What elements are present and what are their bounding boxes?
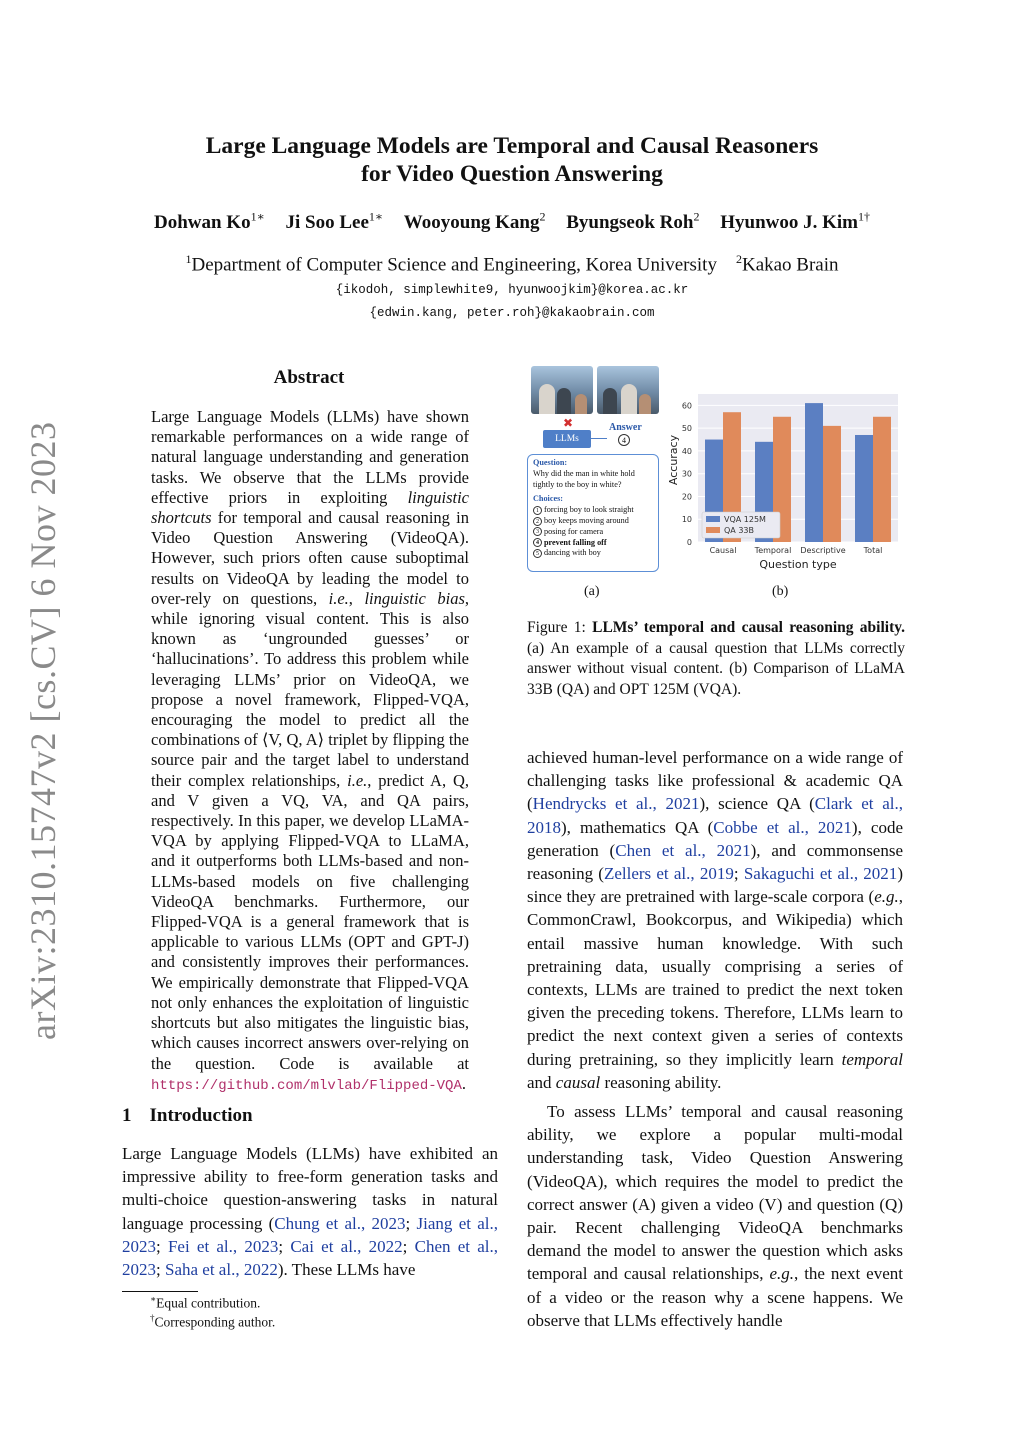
choice-item-correct: 4 prevent falling off xyxy=(533,538,653,549)
author: Byungseok Roh$^2$ xyxy=(566,210,700,234)
bar-vqa-125m xyxy=(855,435,873,542)
choice-item: 3 posing for camera xyxy=(533,527,653,538)
paper-title-line-2: for Video Question Answering xyxy=(361,161,663,187)
video-frame-thumbnail xyxy=(597,366,659,414)
choice-item: 1 forcing boy to look straight xyxy=(533,505,653,516)
author: Wooyoung Kang$^2$ xyxy=(403,210,546,234)
citation-link[interactable]: Cai et al., 2022 xyxy=(290,1236,403,1256)
question-text: Why did the man in white hold tightly to the boy in white? xyxy=(533,468,635,489)
author-list xyxy=(100,210,924,234)
intro-paragraph-1: Large Language Models (LLMs) have exhibited an impressive ability to free-form generation tasks and multi-choice question-answering tasks in natural language processing (Chung et al., 2023; Jiang et al., 2023; Fei et al., 2023; Cai et al., 2022; Chen et al., 2023; Saha et al., 2022). These LLMs have xyxy=(122,1144,499,1280)
citation-link[interactable]: Jiang et al., 2023 xyxy=(122,1213,499,1256)
footnote-corresponding-author: †Corresponding author. xyxy=(150,1313,276,1330)
arrow-icon xyxy=(591,438,607,439)
legend-swatch xyxy=(706,527,720,533)
citation-link[interactable]: Sakaguchi et al., 2021 xyxy=(743,864,898,884)
intro-paragraph-3: To assess LLMs’ temporal and causal reasoning ability, we explore a popular multi-modal understanding task, Video Question Answering (VideoQA), which requires the model to predict the correct answer (A) given a video (V) and question (Q) pair. Recent challenging VideoQA benchmarks demand the model to answer the question which asks temporal and causal relationships, e.g., the next event of a video or the reason why a scene happens. We observe that LLMs effectively handle xyxy=(527,1102,903,1330)
x-tick-label: Total xyxy=(863,546,883,555)
x-axis-label: Question type xyxy=(759,558,837,571)
affiliations: $^1$Department of Computer Science and Engineering, Korea University $^2$Kakao Brain xyxy=(185,252,839,276)
legend-label: VQA 125M xyxy=(724,515,766,524)
citation-link[interactable]: Cobbe et al., 2021 xyxy=(713,817,852,837)
footnote-rule xyxy=(122,1291,198,1292)
citation-link[interactable]: Clark et al., 2018 xyxy=(527,794,903,837)
x-tick-label: Temporal xyxy=(754,546,792,555)
citation-link[interactable]: Chung et al., 2023 xyxy=(274,1213,406,1233)
bar-qa-33b xyxy=(823,426,841,542)
citation-link[interactable]: Chen et al., 2023 xyxy=(122,1236,498,1280)
legend-swatch xyxy=(706,516,720,522)
abstract-body: Large Language Models (LLMs) have shown remarkable performances on a wide range of natural language understanding and generation tasks. We observe that the LLMs provide effective priors in exploiting linguistic shortcuts for temporal and causal reasoning in Video Question Answering (VideoQA). However, such priors often cause suboptimal results on VideoQA by leading the model to over-rely on questions, i.e., linguistic bias, while ignoring visual content. This is also known as ‘ungrounded guesses’ or ‘hallucinations’. To address this problem while leveraging LLMs’ prior on VideoQA, we propose a novel framework, Flipped-VQA, encouraging the model to predict all the combinations of ⟨V, Q, A⟩ triplet by flipping the source pair and the target label to understand their complex relationships, i.e., predict A, Q, and V given a VQ, VA, and QA pairs, respectively. In this paper, we develop LLaMA-VQA by applying Flipped-VQA to LLaMA, and it outperforms both LLMs-based and non-LLMs-based models on five challenging VideoQA benchmarks. Furthermore, our Flipped-VQA is a general framework that is applicable to various LLMs (OPT and GPT-J) and consistently improves their performances. We empirically demonstrate that Flipped-VQA not only enhances the exploitation of linguistic shortcuts but also mitigates the linguistic bias, which causes incorrect answers over-relying on the question. Code is available at https://github.com/mlvlab/Flipped-VQA. xyxy=(151,407,469,1094)
choice-item: 5 dancing with boy xyxy=(533,548,653,559)
subfigure-label-b: (b) xyxy=(772,584,789,599)
citation-link[interactable]: Hendrycks et al., 2021 xyxy=(532,794,700,814)
author: Dohwan $Ko^{1∗}$ xyxy=(153,210,265,234)
author: Ji Soo Lee$^{1∗}$ xyxy=(285,210,384,234)
bar-vqa-125m xyxy=(805,403,823,542)
question-label: Question: xyxy=(533,458,568,467)
x-tick-label: Descriptive xyxy=(800,546,846,555)
bar-qa-33b xyxy=(873,417,891,542)
footnote-equal-contribution: ∗Equal contribution. xyxy=(150,1294,261,1311)
paper-title-line-1: Large Language Models are Temporal and Causal Reasoners xyxy=(205,133,819,159)
question-box xyxy=(527,454,659,572)
email-line-2: {edwin.kang, peter.roh}@kakaobrain.com xyxy=(369,306,655,320)
citation-link[interactable]: Zellers et al., 2019 xyxy=(603,864,734,884)
llm-box: LLMs xyxy=(543,430,591,448)
citation-link[interactable]: Saha et al., 2022 xyxy=(164,1260,278,1280)
abstract-heading: Abstract xyxy=(273,367,345,388)
legend-label: QA 33B xyxy=(724,526,754,535)
y-tick-label: 30 xyxy=(681,469,692,479)
choice-item: 2 boy keeps moving around xyxy=(533,516,653,527)
y-tick-label: 20 xyxy=(681,492,692,502)
y-tick-label: 40 xyxy=(681,446,692,456)
y-tick-label: 50 xyxy=(681,424,692,434)
citation-link[interactable]: Fei et al., 2023 xyxy=(167,1236,279,1256)
y-tick-label: 10 xyxy=(681,515,692,525)
y-tick-label: 0 xyxy=(686,538,692,547)
video-frame-thumbnail xyxy=(531,366,593,414)
x-tick-label: Causal xyxy=(709,546,737,555)
choices-label: Choices: xyxy=(533,494,564,504)
cross-icon: ✖ xyxy=(563,416,574,430)
section-heading-introduction: 1 Introduction xyxy=(122,1105,253,1126)
answer-label: Answer xyxy=(609,422,642,433)
figure-1b-bar-chart xyxy=(660,390,910,578)
y-axis-label: Accuracy xyxy=(667,434,680,486)
y-tick-label: 60 xyxy=(681,401,692,411)
answer-number: 4 xyxy=(618,434,630,446)
email-line-1: {ikodoh, simplewhite9, hyunwoojkim}@korea.ac.kr xyxy=(335,283,689,297)
subfigure-label-a: (a) xyxy=(584,584,600,599)
arxiv-identifier: arXiv:2310.15747v2 [cs.CV] 6 Nov 2023 xyxy=(23,421,63,1040)
citation-link[interactable]: Chen et al., 2021 xyxy=(615,840,751,860)
figure-1a-example xyxy=(527,366,662,576)
code-link[interactable]: https://github.com/mlvlab/Flipped-VQA xyxy=(151,1077,462,1094)
figure-1-caption: Figure 1: LLMs’ temporal and causal reasoning ability. (a) An example of a causal question that LLMs correctly answer without visual content. (b) Comparison of LLaMA 33B (QA) and OPT 125M (VQA). xyxy=(527,619,906,698)
author: Hyunwoo J. Kim$^{1\dagger}$ xyxy=(720,210,871,234)
intro-paragraph-2: achieved human-level performance on a wide range of challenging tasks like professional & academic QA (Hendrycks et al., 2021), science QA (Clark et al., 2018), mathematics QA (Cobbe et al., 2021), code generation (Chen et al., 2021), and commonsense reasoning (Zellers et al., 2019; Sakaguchi et al., 2021) since they are pretrained with large-scale corpora (e.g., CommonCrawl, Bookcorpus, and Wikipedia) which entail massive human knowledge. With such pretraining data, usually comprising a series of contexts, LLMs are trained to predict the next token given the preceding tokens. Therefore, LLMs learn to predict the next context given a series of contexts during pretraining, so they implicitly learn temporal and causal reasoning ability. xyxy=(527,748,904,1092)
